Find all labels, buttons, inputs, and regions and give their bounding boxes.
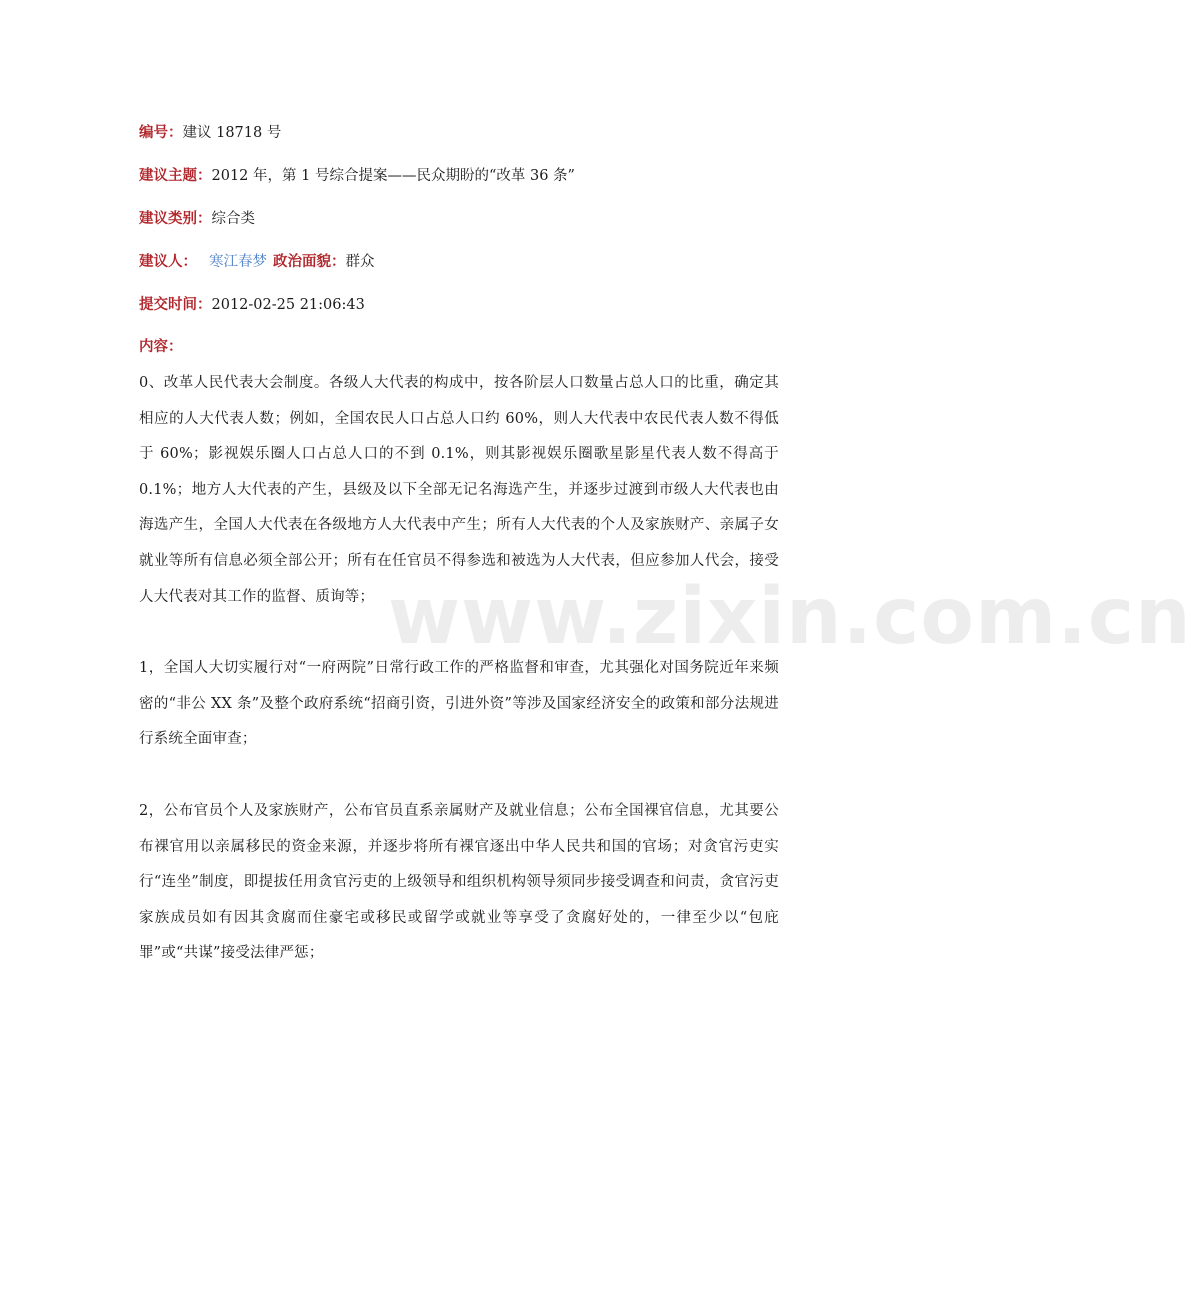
paragraph-spacer <box>139 758 779 794</box>
proposer-link[interactable]: 寒江春梦 <box>209 254 267 270</box>
category-label: 建议类别： <box>139 210 212 227</box>
category-row <box>139 204 779 234</box>
number-label: 编号： <box>139 124 183 141</box>
topic-row <box>139 161 779 191</box>
content-paragraph-2: 2，公布官员个人及家族财产，公布官员直系亲属财产及就业信息；公布全国裸官信息，尤其要公布裸官用以亲属移民的资金来源，并逐步将所有裸官逐出中华人民共和国的官场；对贪官污吏实行“连坐”制度，即提拔任用贪官污吏的上级领导和组织机构领导须同步接受调查和问责，贪官污吏家族成员如有因其贪腐而住豪宅或移民或留学或就业等享受了贪腐好处的，一律至少以“包庇罪”或“共谋”接受法律严惩； <box>139 802 779 962</box>
proposer-row <box>139 247 779 277</box>
number-value: 建议 18718 号 <box>182 125 282 141</box>
document-page <box>139 118 779 972</box>
time-label: 提交时间： <box>139 296 212 313</box>
watermark: www.zixin.com.cn <box>388 572 1192 662</box>
number-row <box>139 118 779 148</box>
proposer-label: 建议人： <box>139 253 197 270</box>
content-label: 内容： <box>139 338 183 355</box>
political-label: 政治面貌： <box>273 253 346 270</box>
category-value: 综合类 <box>211 211 255 227</box>
time-row <box>139 290 779 320</box>
content-paragraph-0: 0、改革人民代表大会制度。各级人大代表的构成中，按各阶层人口数量占总人口的比重，确定其相应的人大代表人数；例如，全国农民人口占总人口约 60%，则人大代表中农民代表人数不得低于 60%；影视娱乐圈人口占总人口的不到 0.1%，则其影视娱乐圈歌星影星代表人数不得高于 0.1%；地方人大代表的产生，县级及以下全部无记名海选产生，并逐步过渡到市级人大代表也由海选产生，全国人大代表在各级地方人大代表中产生；所有人大代表的个人及家族财产、亲属子女就业等所有信息必须全部公开；所有在任官员不得参选和被选为人大代表，但应参加人代会，接受人大代表对其工作的监督、质询等； <box>139 375 779 605</box>
political-value: 群众 <box>345 254 375 270</box>
paragraph-spacer <box>139 615 779 651</box>
time-value: 2012-02-25 21:06:43 <box>211 297 365 313</box>
topic-label: 建议主题： <box>139 167 212 184</box>
content-paragraph-1: 1，全国人大切实履行对“一府两院”日常行政工作的严格监督和审查，尤其强化对国务院近年来频密的“非公 XX 条”及整个政府系统“招商引资，引进外资”等涉及国家经济安全的政策和部分法规进行系统全面审查； <box>139 660 779 748</box>
topic-value: 2012 年，第 1 号综合提案——民众期盼的“改革 36 条” <box>211 168 575 184</box>
